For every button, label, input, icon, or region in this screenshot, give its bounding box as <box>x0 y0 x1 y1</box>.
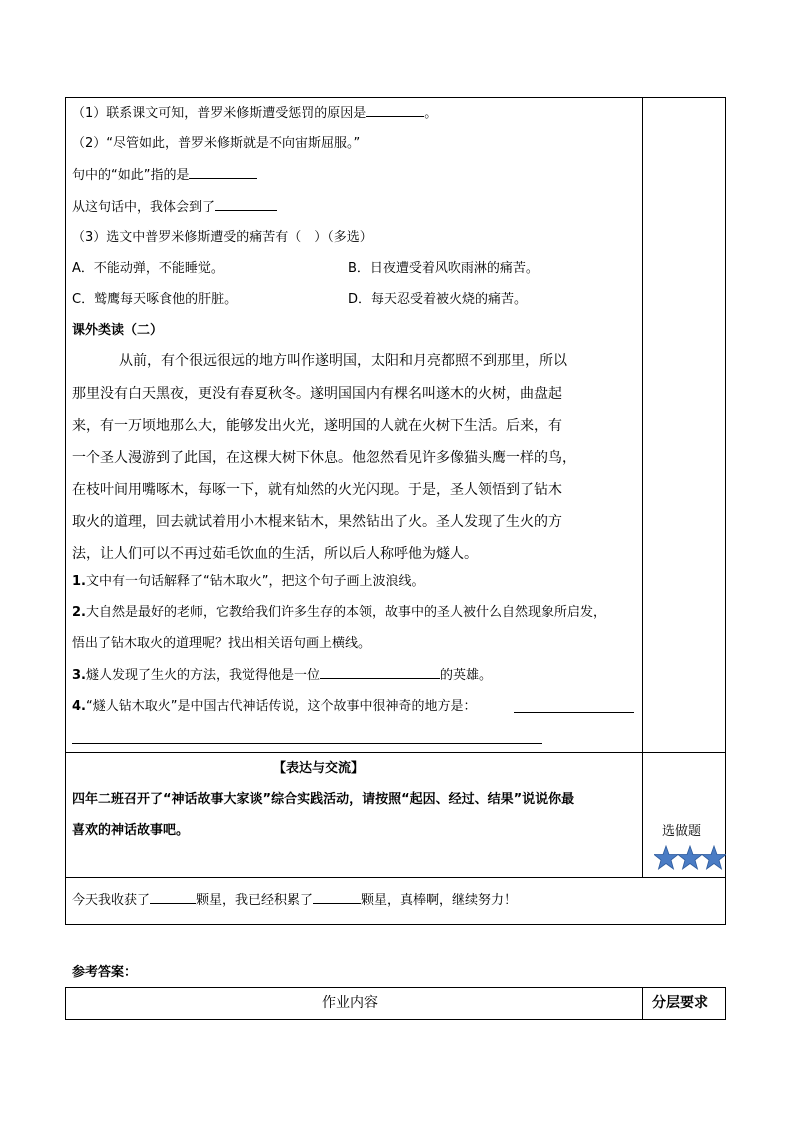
summary-part1: 今天我收获了 <box>72 893 151 908</box>
r2-q2-cont: 悟出了钻木取火的道理呢？找出相关语句画上横线。 <box>72 636 372 651</box>
r2-q3-number: 3. <box>72 668 86 683</box>
passage-line: 从前，有个很远很远的地方叫作遂明国，太阳和月亮都照不到那里，所以 <box>119 353 567 369</box>
r2-q1 <box>72 573 424 591</box>
r2-q4-answer-line-2[interactable] <box>72 743 542 744</box>
passage-line: 法，让人们可以不再过茹毛饮血的生活，所以后人称呼他为燧人。 <box>72 546 478 562</box>
star-icon <box>654 846 678 869</box>
rating-stars <box>654 845 726 871</box>
express-line: 四年二班召开了“神话故事大家谈”综合实践活动，请按照“起因、经过、结果”说说你最 <box>72 792 575 807</box>
r2-q2 <box>72 604 606 622</box>
q1-text <box>72 104 437 123</box>
r2-q2-number: 2. <box>72 605 86 620</box>
r2-q4-number: 4. <box>72 699 86 714</box>
reading2-heading: 课外类读（二） <box>72 323 164 338</box>
option-a[interactable]: A．不能动弹，不能睡觉。 <box>72 261 224 276</box>
r2-q3-end: 的英雄。 <box>440 668 493 683</box>
summary-part3: 颗星，真棒啊，继续努力！ <box>361 893 518 908</box>
express-line: 喜欢的神话故事吧。 <box>72 823 190 838</box>
passage-line: 那里没有白天黑夜，更没有春夏秋冬。遂明国国内有棵名叫遂木的火树，曲盘起 <box>72 386 562 402</box>
earned-stars-blank[interactable] <box>150 891 196 904</box>
r2-q4-answer-line[interactable] <box>514 712 634 713</box>
passage-line: 在枝叶间用嘴啄木，每啄一下，就有灿然的火光闪现。于是，圣人领悟到了钻木 <box>72 482 562 498</box>
q2-text: （2）“尽管如此，普罗米修斯就是不向宙斯屈服。” <box>72 136 361 151</box>
q2b-answer-blank[interactable] <box>215 198 277 211</box>
passage-line: 一个圣人漫游到了此国，在这棵大树下休息。他忽然看见许多像猫头鹰一样的鸟， <box>72 450 576 466</box>
r2-q3 <box>72 666 492 685</box>
q1-answer-blank[interactable] <box>366 104 424 117</box>
q2a-label: 句中的“如此”指的是 <box>72 168 190 183</box>
total-stars-blank[interactable] <box>313 891 361 904</box>
optional-label: 选做题 <box>662 824 702 839</box>
r2-q4-label: “燧人钻木取火”是中国古代神话传说，这个故事中很神奇的地方是： <box>85 699 477 714</box>
q2a-text <box>72 166 257 185</box>
option-c[interactable]: C．鹫鹰每天啄食他的肝脏。 <box>72 292 238 307</box>
r2-q1-number: 1. <box>72 574 86 589</box>
star-icon <box>702 846 726 869</box>
q2b-text <box>72 198 277 217</box>
r2-q2-label: 大自然是最好的老师，它教给我们许多生存的本领，故事中的圣人被什么自然现象所启发， <box>85 605 606 620</box>
q1-end: 。 <box>424 106 438 121</box>
q2b-label: 从这句话中，我体会到了 <box>72 200 216 215</box>
summary-part2: 颗星，我已经积累了 <box>196 893 314 908</box>
r2-q4 <box>72 698 476 716</box>
answers-heading: 参考答案： <box>72 965 138 980</box>
option-b[interactable]: B．日夜遭受着风吹雨淋的痛苦。 <box>348 261 539 276</box>
r2-q1-label: 文中有一句话解释了“钻木取火”，把这个句子画上波浪线。 <box>85 574 425 589</box>
col-header-content: 作业内容 <box>322 995 378 1011</box>
passage-line: 来，有一万顷地那么大，能够发出火光，遂明国的人就在火树下生活。后来，有 <box>72 418 562 434</box>
q3-text: （3）选文中普罗米修斯遭受的痛苦有（ ）（多选） <box>72 230 373 245</box>
option-d[interactable]: D．每天忍受着被火烧的痛苦。 <box>348 292 528 307</box>
q2a-answer-blank[interactable] <box>189 166 257 179</box>
express-title: 【表达与交流】 <box>273 761 365 776</box>
col-header-level: 分层要求 <box>652 995 708 1011</box>
summary-line <box>72 891 517 910</box>
passage-line: 取火的道理，回去就试着用小木棍来钻木，果然钻出了火。圣人发现了生火的方 <box>72 514 562 530</box>
r2-q3-answer-blank[interactable] <box>320 666 440 679</box>
star-icon <box>678 846 702 869</box>
q1-label: （1）联系课文可知，普罗米修斯遭受惩罚的原因是 <box>72 106 367 121</box>
r2-q3-label: 燧人发现了生火的方法，我觉得他是一位 <box>85 668 320 683</box>
